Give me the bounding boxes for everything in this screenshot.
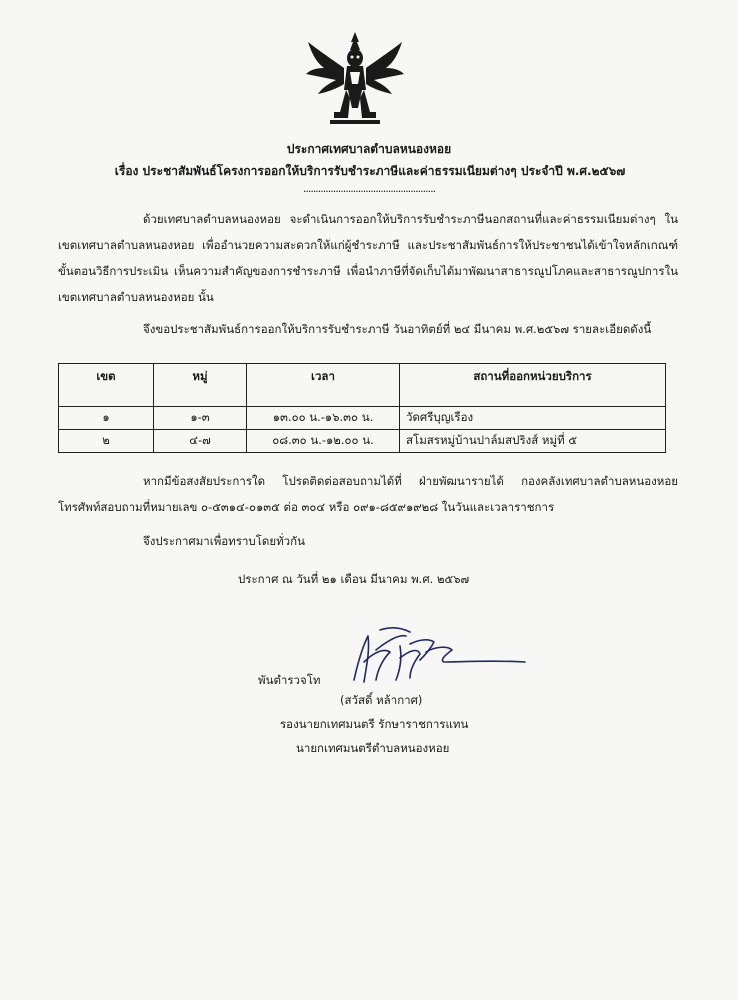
closing-paragraph xyxy=(58,528,678,554)
garuda-emblem-icon xyxy=(300,28,410,128)
header-place: สถานที่ออกหน่วยบริการ xyxy=(400,364,666,407)
table-row xyxy=(59,430,666,453)
contact-paragraph xyxy=(58,468,678,520)
header-village: หมู่ xyxy=(154,364,247,407)
header-zone: เขต xyxy=(59,364,154,407)
cell-village: ๔-๗ xyxy=(154,430,247,453)
cell-zone: ๑ xyxy=(59,407,154,430)
cell-time: ๐๘.๓๐ น.-๑๒.๐๐ น. xyxy=(247,430,400,453)
table-header-row xyxy=(59,364,666,407)
intro-paragraph xyxy=(58,206,678,310)
cell-village: ๑-๓ xyxy=(154,407,247,430)
closing-paragraph-text: จึงประกาศมาเพื่อทราบโดยทั่วกัน xyxy=(143,534,305,548)
cell-zone: ๒ xyxy=(59,430,154,453)
cell-time: ๑๓.๐๐ น.-๑๖.๓๐ น. xyxy=(247,407,400,430)
table-row xyxy=(59,407,666,430)
header-time: เวลา xyxy=(247,364,400,407)
signatory-rank: พันตำรวจโท xyxy=(258,673,321,687)
announcement-title: ประกาศเทศบาลตำบลหนองหอย xyxy=(286,142,452,156)
announcement-subject: เรื่อง ประชาสัมพันธ์โครงการออกให้บริการรับชำระภาษีและค่าธรรมเนียมต่างๆ ประจำปี พ.ศ.๒๕๖๗ xyxy=(114,164,626,178)
signatory-title: นายกเทศมนตรีตำบลหนองหอย xyxy=(296,741,450,755)
schedule-paragraph xyxy=(58,316,678,342)
cell-place: วัดศรีบุญเรือง xyxy=(400,407,666,430)
cell-place: สโมสรหมู่บ้านปาล์มสปริงส์ หมู่ที่ ๕ xyxy=(400,430,666,453)
signatory-name: (สวัสดิ์ หล้ากาศ) xyxy=(340,693,423,707)
schedule-paragraph-text: จึงขอประชาสัมพันธ์การออกให้บริการรับชำระภาษี วันอาทิตย์ที่ ๒๔ มีนาคม พ.ศ.๒๕๖๗ รายละเอียดดังนี้ xyxy=(143,322,652,336)
title-divider: ..................................................... xyxy=(302,182,436,195)
contact-paragraph-text: หากมีข้อสงสัยประการใด โปรดติดต่อสอบถามได้ที่ ฝ่ายพัฒนารายได้ กองคลังเทศบาลตำบลหนองหอย โทรศัพท์สอบถามที่หมายเลข ๐-๕๓๑๔-๐๑๓๕ ต่อ ๓๐๔ หรือ ๐๙๑-๘๕๙๑๙๒๘ ในวันและเวลาราชการ xyxy=(58,474,678,514)
service-schedule-table xyxy=(58,363,666,453)
signature-icon xyxy=(340,622,530,692)
intro-paragraph-text: ด้วยเทศบาลตำบลหนองหอย จะดำเนินการออกให้บริการรับชำระภาษีนอกสถานที่และค่าธรรมเนียมต่างๆ ในเขตเทศบาลตำบลหนองหอย เพื่ออำนวยความสะดวกให้แก่ผู้ชำระภาษี และประชาสัมพันธ์การให้ประชาชนได้เข้าใจหลักเกณฑ์ ขั้นตอนวิธีการประเมิน เห็นความสำคัญของการชำระภาษี เพื่อนำภาษีที่จัดเก็บได้มาพัฒนาสาธารณูปโภคและสาธารณูปการในเขตเทศบาลตำบลหนองหอย นั้น xyxy=(58,212,678,304)
announce-date: ประกาศ ณ วันที่ ๒๑ เดือน มีนาคม พ.ศ. ๒๕๖๗ xyxy=(238,572,470,586)
signatory-position: รองนายกเทศมนตรี รักษาราชการแทน xyxy=(280,717,469,731)
